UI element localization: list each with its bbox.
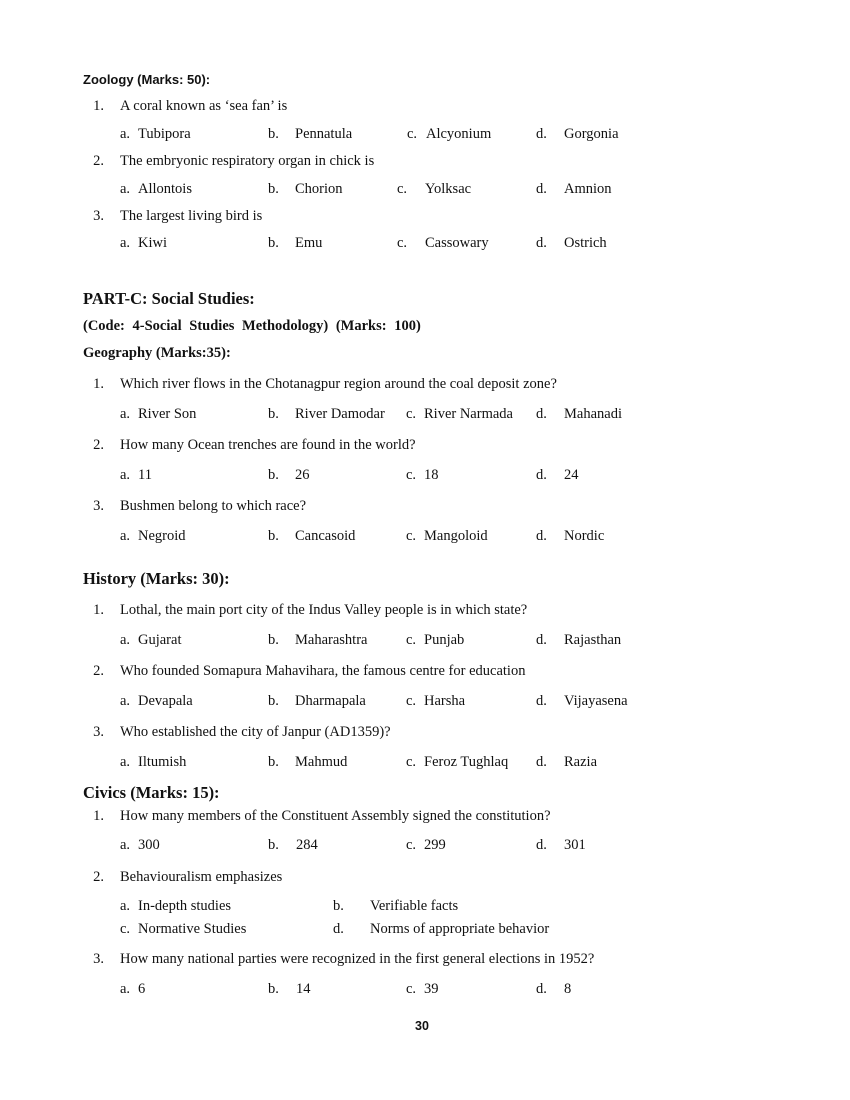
option-text: Yolksac xyxy=(425,181,472,197)
option-label: a. xyxy=(120,181,131,197)
question-number: 3. xyxy=(93,498,104,514)
option-text: In-depth studies xyxy=(138,898,232,914)
option-label: c. xyxy=(406,467,417,483)
option-text: Verifiable facts xyxy=(370,898,459,914)
option-label: a. xyxy=(120,981,131,997)
option-label: c. xyxy=(406,981,417,997)
option-label: d. xyxy=(536,235,547,251)
option-text: 18 xyxy=(424,467,439,483)
option-label: b. xyxy=(268,754,279,770)
question-text: How many members of the Constituent Assembly signed the constitution? xyxy=(120,808,551,824)
option-text: Dharmapala xyxy=(295,693,366,709)
option-text: Negroid xyxy=(138,528,186,544)
option-text: Mangoloid xyxy=(424,528,488,544)
option-label: d. xyxy=(536,181,547,197)
option-text: Norms of appropriate behavior xyxy=(370,921,550,937)
option-label: d. xyxy=(536,406,547,422)
code-heading: (Code: 4-Social Studies Methodology) (Marks: 100) xyxy=(83,318,421,334)
option-label: d. xyxy=(536,693,547,709)
question-number: 2. xyxy=(93,663,104,679)
option-label: c. xyxy=(406,693,417,709)
option-text: 8 xyxy=(564,981,572,997)
section-heading-geography: Geography (Marks:35): xyxy=(83,345,231,361)
option-label: a. xyxy=(120,528,131,544)
option-text: 26 xyxy=(295,467,310,483)
question-text: Who established the city of Janpur (AD1359)? xyxy=(120,724,391,740)
option-label: b. xyxy=(268,126,279,142)
option-text: 300 xyxy=(138,837,160,853)
option-label: a. xyxy=(120,837,131,853)
option-label: d. xyxy=(536,126,547,142)
question-text: A coral known as ‘sea fan’ is xyxy=(120,98,288,114)
option-label: c. xyxy=(406,632,417,648)
question-text: How many national parties were recognized in the first general elections in 1952? xyxy=(120,951,595,967)
option-label: b. xyxy=(268,981,279,997)
option-text: Gujarat xyxy=(138,632,182,648)
option-text: River Narmada xyxy=(424,406,513,422)
question-text: Which river flows in the Chotanagpur region around the coal deposit zone? xyxy=(120,376,557,392)
option-text: 284 xyxy=(296,837,318,853)
option-text: Gorgonia xyxy=(564,126,619,142)
option-text: Tubipora xyxy=(138,126,191,142)
option-text: Cancasoid xyxy=(295,528,356,544)
option-label: a. xyxy=(120,235,131,251)
option-label: a. xyxy=(120,898,131,914)
question-text: Behaviouralism emphasizes xyxy=(120,869,283,885)
option-text: Ostrich xyxy=(564,235,607,251)
question-text: Lothal, the main port city of the Indus Valley people is in which state? xyxy=(120,602,528,618)
question-text: The largest living bird is xyxy=(120,208,263,224)
option-label: b. xyxy=(268,693,279,709)
option-text: Devapala xyxy=(138,693,193,709)
option-text: Chorion xyxy=(295,181,343,197)
option-label: b. xyxy=(268,632,279,648)
option-label: d. xyxy=(536,528,547,544)
option-label: d. xyxy=(536,754,547,770)
option-label: a. xyxy=(120,406,131,422)
option-text: Mahanadi xyxy=(564,406,622,422)
option-text: River Damodar xyxy=(295,406,385,422)
question-number: 3. xyxy=(93,208,104,224)
part-heading: PART-C: Social Studies: xyxy=(83,289,255,308)
question-text: The embryonic respiratory organ in chick is xyxy=(120,153,375,169)
option-label: d. xyxy=(536,467,547,483)
question-number: 1. xyxy=(93,808,104,824)
option-text: 11 xyxy=(138,467,152,483)
section-heading-civics: Civics (Marks: 15): xyxy=(83,783,220,802)
option-label: b. xyxy=(268,235,279,251)
question-number: 3. xyxy=(93,951,104,967)
option-label: c. xyxy=(406,406,417,422)
option-text: Vijayasena xyxy=(564,693,628,709)
option-label: d. xyxy=(536,632,547,648)
option-label: a. xyxy=(120,126,131,142)
option-label: d. xyxy=(536,981,547,997)
question-number: 3. xyxy=(93,724,104,740)
section-heading-zoology: Zoology (Marks: 50): xyxy=(83,72,211,87)
option-text: Razia xyxy=(564,754,598,770)
option-label: b. xyxy=(268,528,279,544)
question-number: 2. xyxy=(93,437,104,453)
option-label: a. xyxy=(120,754,131,770)
option-text: 6 xyxy=(138,981,146,997)
option-label: b. xyxy=(268,837,279,853)
page-number: 30 xyxy=(415,1019,429,1033)
option-label: c. xyxy=(407,126,418,142)
option-text: Allontois xyxy=(138,181,192,197)
option-text: 24 xyxy=(564,467,579,483)
question-text: Bushmen belong to which race? xyxy=(120,498,307,514)
option-label: a. xyxy=(120,693,131,709)
option-label: c. xyxy=(406,754,417,770)
option-text: Pennatula xyxy=(295,126,353,142)
option-text: Iltumish xyxy=(138,754,187,770)
option-text: Maharashtra xyxy=(295,632,368,648)
question-number: 2. xyxy=(93,869,104,885)
option-label: b. xyxy=(268,181,279,197)
option-text: 14 xyxy=(296,981,311,997)
option-label: b. xyxy=(268,406,279,422)
option-text: 39 xyxy=(424,981,439,997)
option-text: Rajasthan xyxy=(564,632,622,648)
option-label: c. xyxy=(406,837,417,853)
option-text: Mahmud xyxy=(295,754,348,770)
option-label: c. xyxy=(397,181,408,197)
question-text: How many Ocean trenches are found in the world? xyxy=(120,437,416,453)
option-label: c. xyxy=(397,235,408,251)
option-text: Amnion xyxy=(564,181,612,197)
question-text: Who founded Somapura Mahavihara, the famous centre for education xyxy=(120,663,526,679)
option-text: River Son xyxy=(138,406,197,422)
question-number: 2. xyxy=(93,153,104,169)
option-label: c. xyxy=(406,528,417,544)
section-heading-history: History (Marks: 30): xyxy=(83,569,230,588)
option-text: Harsha xyxy=(424,693,466,709)
option-text: 301 xyxy=(564,837,586,853)
option-text: Nordic xyxy=(564,528,605,544)
option-text: Kiwi xyxy=(138,235,167,251)
option-text: Emu xyxy=(295,235,323,251)
option-label: d. xyxy=(536,837,547,853)
option-text: 299 xyxy=(424,837,446,853)
question-number: 1. xyxy=(93,602,104,618)
option-text: Punjab xyxy=(424,632,465,648)
option-text: Cassowary xyxy=(425,235,489,251)
option-label: b. xyxy=(333,898,344,914)
option-text: Feroz Tughlaq xyxy=(424,754,509,770)
option-label: c. xyxy=(120,921,131,937)
option-label: b. xyxy=(268,467,279,483)
option-text: Normative Studies xyxy=(138,921,247,937)
question-number: 1. xyxy=(93,376,104,392)
option-label: d. xyxy=(333,921,344,937)
option-label: a. xyxy=(120,632,131,648)
option-label: a. xyxy=(120,467,131,483)
option-text: Alcyonium xyxy=(426,126,492,142)
question-number: 1. xyxy=(93,98,104,114)
